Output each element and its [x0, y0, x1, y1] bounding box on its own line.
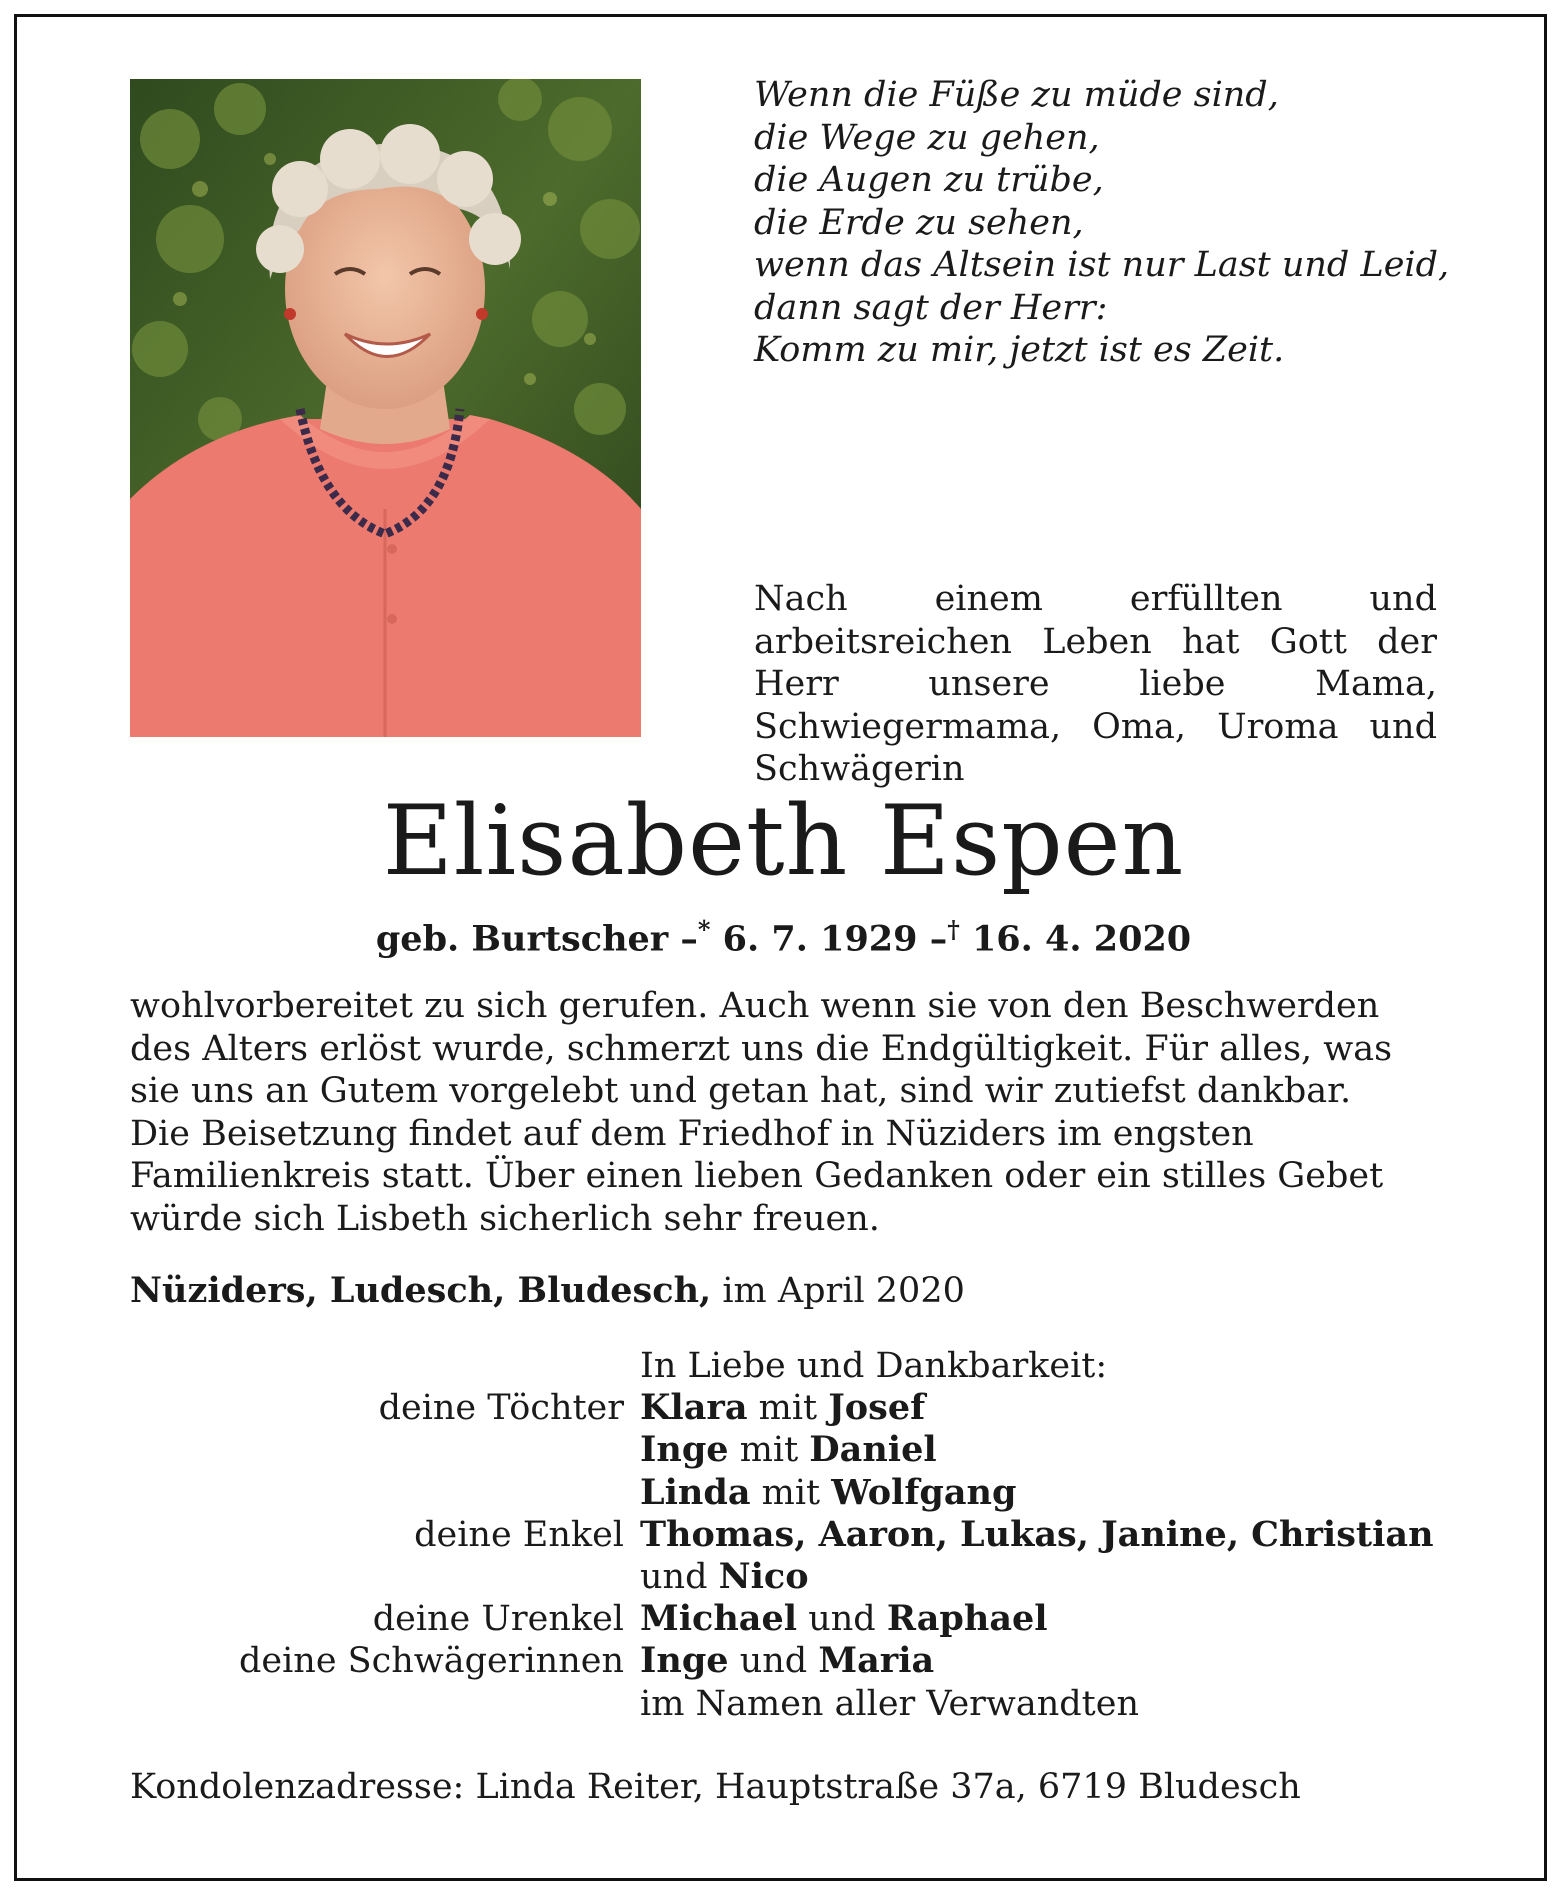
family-member: Wolfgang [831, 1471, 1017, 1513]
poem-line: die Wege zu gehen, [754, 117, 1100, 158]
separator: – [680, 918, 698, 960]
family-label: deine Schwägerinnen [238, 1641, 624, 1682]
death-date: 16. 4. 2020 [971, 918, 1192, 960]
date: im April 2020 [722, 1271, 965, 1311]
birth-name: geb. Burtscher [375, 918, 669, 960]
body-paragraph: Die Beisetzung findet auf dem Friedhof in Nüziders im engsten Familienkreis statt. Über einen lieben Gedanken oder ein stilles Gebet würde sich Lisbeth sicherlich sehr freuen. [130, 1113, 1384, 1239]
condolence-address: Kondolenzadresse: Linda Reiter, Hauptstraße 37a, 6719 Bludesch [130, 1767, 1301, 1807]
family-label: deine Enkel [414, 1514, 624, 1555]
place-date-line [130, 1270, 965, 1313]
family-row-grandchildren [130, 1514, 1437, 1556]
poem-line: wenn das Altsein ist nur Last und Leid, [754, 245, 1450, 285]
birth-date: 6. 7. 1929 [722, 918, 918, 960]
family-label: deine Urenkel [372, 1599, 624, 1640]
family-list [130, 1345, 1437, 1725]
life-dates [0, 908, 1567, 962]
family-member: Michael [640, 1598, 798, 1640]
family-row-great-grandchildren [130, 1598, 1437, 1640]
family-closing: im Namen aller Verwandten [640, 1683, 1139, 1724]
family-member: Josef [828, 1387, 926, 1429]
family-member: Klara [640, 1387, 748, 1429]
joiner: und [739, 1641, 808, 1682]
body-text [130, 985, 1437, 1240]
body-paragraph: wohlvorbereitet zu sich gerufen. Auch wenn sie von den Beschwerden des Alters erlöst wurde, schmerzt uns die Endgültigkeit. Für alles, was sie uns an Gutem vorgelebt und getan hat, sind wir zutiefst dankbar. [130, 986, 1393, 1111]
joiner: und [808, 1599, 876, 1640]
poem-line: Wenn die Füße zu müde sind, [754, 75, 1279, 115]
joiner: und [640, 1557, 708, 1598]
poem-line: Komm zu mir, jetzt ist es Zeit. [754, 330, 1285, 370]
poem-line: dann sagt der Herr: [754, 287, 1108, 328]
born-symbol: * [697, 915, 711, 944]
family-row-sisters-in-law [130, 1640, 1437, 1682]
died-symbol: † [947, 915, 960, 944]
family-member: Raphael [886, 1598, 1048, 1640]
family-row-daughters [130, 1387, 1437, 1429]
poem [754, 74, 1454, 372]
separator: – [929, 918, 948, 960]
family-label: deine Töchter [378, 1388, 624, 1429]
family-member: Thomas, Aaron, Lukas, Janine, Christian [640, 1513, 1434, 1555]
deceased-name: Elisabeth Espen [382, 785, 1185, 897]
intro-text: Nach einem erfüllten und arbeitsreichen Leben hat Gott der Herr unsere liebe Mama, Schwiegermama, Oma, Uroma und Schwägerin [754, 579, 1437, 789]
joiner: mit [761, 1472, 821, 1513]
family-member: Inge [640, 1429, 729, 1471]
poem-line: die Augen zu trübe, [754, 160, 1104, 200]
family-member: Maria [818, 1640, 935, 1682]
family-member: Nico [718, 1556, 809, 1598]
joiner: mit [758, 1388, 818, 1429]
portrait-photo [130, 79, 641, 737]
joiner: mit [739, 1430, 799, 1471]
family-member: Daniel [809, 1429, 937, 1471]
family-member: Linda [640, 1471, 751, 1513]
towns: Nüziders, Ludesch, Bludesch, [130, 1270, 712, 1311]
family-member: Inge [640, 1640, 729, 1682]
family-heading: In Liebe und Dankbarkeit: [640, 1346, 1108, 1386]
poem-line: die Erde zu sehen, [754, 202, 1084, 243]
